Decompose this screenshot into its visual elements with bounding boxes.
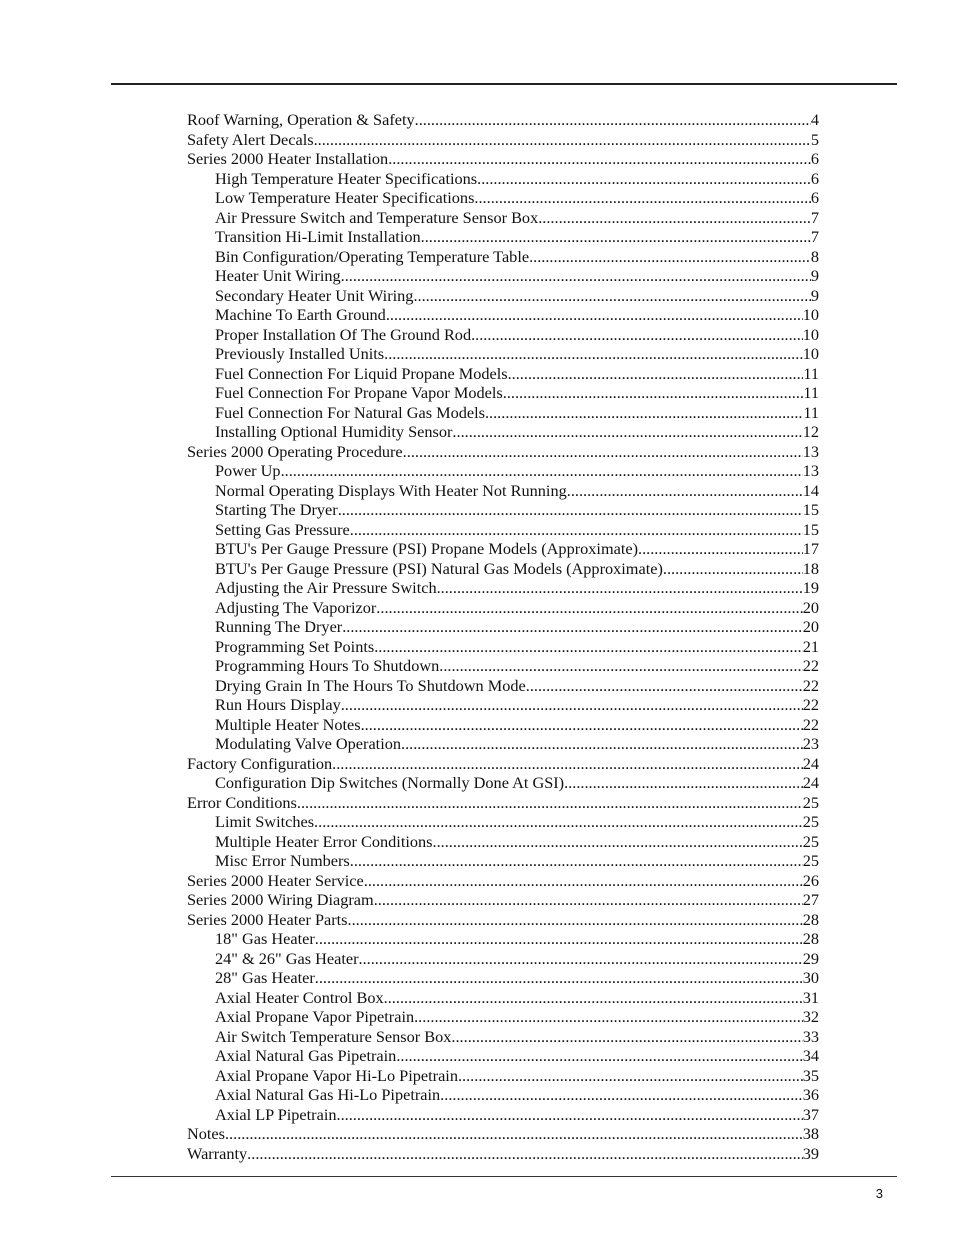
- toc-subentry[interactable]: [187, 364, 819, 384]
- toc-entry-title: Low Temperature Heater Specifications: [215, 188, 475, 207]
- toc-entry-title: Configuration Dip Switches (Normally Done At GSI): [215, 773, 565, 792]
- toc-entry-title: Power Up: [215, 461, 281, 480]
- toc-dot-leader: [388, 149, 811, 169]
- toc-entry-title: High Temperature Heater Specifications: [215, 168, 478, 188]
- toc-entry-title: 28" Gas Heater: [215, 968, 315, 987]
- toc-dot-leader: [281, 461, 803, 481]
- toc-dot-leader: [567, 481, 803, 501]
- toc-dot-leader: [433, 832, 803, 852]
- toc-subentry[interactable]: [187, 188, 819, 208]
- toc-entry-page: 11: [803, 402, 819, 422]
- toc-subentry[interactable]: [187, 773, 819, 793]
- toc-entry-page: 8: [810, 246, 819, 266]
- toc-entry-page: 26: [802, 870, 819, 890]
- toc-entry-page: 38: [802, 1124, 819, 1143]
- toc-dot-leader: [403, 442, 803, 462]
- toc-entry-page: 11: [803, 383, 819, 402]
- toc-subentry[interactable]: [187, 520, 819, 540]
- toc-entry-page: 6: [810, 168, 819, 188]
- toc-dot-leader: [361, 715, 803, 735]
- toc-entry-page: 22: [802, 656, 819, 675]
- toc-entry[interactable]: [187, 910, 819, 930]
- toc-entry[interactable]: [187, 890, 819, 910]
- toc-entry-title: Run Hours Display: [215, 695, 341, 714]
- page-number: 3: [875, 1186, 883, 1201]
- toc-subentry[interactable]: [187, 1007, 819, 1027]
- toc-subentry[interactable]: [187, 656, 819, 676]
- toc-entry-page: 10: [802, 324, 819, 344]
- toc-entry-page: 31: [802, 987, 819, 1007]
- toc-entry-title: Machine To Earth Ground: [215, 305, 386, 324]
- toc-subentry[interactable]: [187, 247, 819, 267]
- toc-entry-title: Adjusting The Vaporizor: [215, 597, 377, 617]
- toc-entry-page: 18: [802, 558, 819, 578]
- toc-dot-leader: [452, 422, 802, 442]
- toc-entry[interactable]: [187, 130, 819, 150]
- toc-dot-leader: [376, 598, 802, 618]
- toc-entry-title: Drying Grain In The Hours To Shutdown Mode: [215, 675, 526, 695]
- toc-entry-page: 5: [810, 129, 819, 149]
- toc-subentry[interactable]: [187, 1046, 819, 1066]
- toc-entry-page: 34: [802, 1046, 819, 1065]
- toc-entry-title: Safety Alert Decals: [187, 129, 314, 149]
- toc-subentry[interactable]: [187, 539, 819, 559]
- toc-dot-leader: [396, 1046, 802, 1066]
- toc-subentry[interactable]: [187, 481, 819, 501]
- toc-entry-page: 7: [810, 227, 819, 246]
- toc-entry-page: 11: [803, 363, 819, 383]
- toc-subentry[interactable]: [187, 851, 819, 871]
- toc-entry-title: Axial Heater Control Box: [215, 987, 384, 1007]
- toc-entry-page: 29: [802, 948, 819, 968]
- toc-entry-title: Error Conditions: [187, 792, 297, 812]
- toc-entry-page: 24: [802, 753, 819, 773]
- toc-subentry[interactable]: [187, 286, 819, 306]
- toc-entry-page: 15: [802, 519, 819, 539]
- toc-entry-title: Series 2000 Heater Installation: [187, 149, 389, 168]
- toc-subentry[interactable]: [187, 968, 819, 988]
- toc-entry-page: 20: [802, 617, 819, 636]
- toc-entry-title: Programming Set Points: [215, 636, 375, 656]
- toc-dot-leader: [564, 773, 803, 793]
- toc-entry-title: BTU's Per Gauge Pressure (PSI) Natural Gas Models (Approximate): [215, 558, 663, 578]
- toc-entry-page: 21: [802, 636, 819, 656]
- toc-entry[interactable]: [187, 442, 819, 462]
- toc-entry-title: Fuel Connection For Natural Gas Models: [215, 402, 485, 422]
- toc-subentry[interactable]: [187, 266, 819, 286]
- toc-entry-page: 39: [802, 1143, 819, 1163]
- toc-dot-leader: [315, 929, 803, 949]
- toc-entry[interactable]: [187, 149, 819, 169]
- toc-entry[interactable]: [187, 110, 819, 130]
- toc-entry-title: 18" Gas Heater: [215, 929, 315, 948]
- toc-subentry[interactable]: [187, 676, 819, 696]
- table-of-contents: [187, 110, 819, 1163]
- toc-entry-title: Multiple Heater Error Conditions: [215, 831, 433, 851]
- toc-entry-title: Series 2000 Heater Parts: [187, 909, 348, 929]
- toc-dot-leader: [338, 500, 803, 520]
- toc-subentry[interactable]: [187, 598, 819, 618]
- toc-entry-title: Installing Optional Humidity Sensor: [215, 422, 453, 441]
- toc-entry-title: Transition Hi-Limit Installation: [215, 227, 421, 246]
- toc-subentry[interactable]: [187, 1105, 819, 1125]
- toc-dot-leader: [384, 988, 803, 1008]
- toc-entry-page: 9: [810, 266, 819, 285]
- toc-subentry[interactable]: [187, 208, 819, 228]
- toc-entry-title: Axial LP Pipetrain: [215, 1104, 337, 1124]
- toc-dot-leader: [401, 734, 803, 754]
- toc-dot-leader: [315, 968, 803, 988]
- toc-entry-title: Series 2000 Heater Service: [187, 870, 364, 890]
- toc-subentry[interactable]: [187, 988, 819, 1008]
- toc-dot-leader: [437, 578, 803, 598]
- toc-entry-page: 4: [810, 110, 819, 129]
- toc-entry-title: 24" & 26" Gas Heater: [215, 948, 359, 968]
- toc-dot-leader: [503, 383, 804, 403]
- toc-dot-leader: [477, 169, 811, 189]
- toc-entry-title: Roof Warning, Operation & Safety: [187, 110, 415, 129]
- toc-dot-leader: [364, 871, 803, 891]
- toc-entry-page: 20: [802, 597, 819, 617]
- toc-entry-title: Running The Dryer: [215, 617, 343, 636]
- toc-entry-page: 19: [802, 578, 819, 597]
- toc-entry-title: Bin Configuration/Operating Temperature Table: [215, 246, 530, 266]
- toc-subentry[interactable]: [187, 305, 819, 325]
- toc-dot-leader: [413, 286, 810, 306]
- toc-dot-leader: [314, 812, 803, 832]
- toc-entry-page: 35: [802, 1065, 819, 1085]
- toc-entry[interactable]: [187, 754, 819, 774]
- toc-dot-leader: [421, 227, 811, 247]
- toc-entry-page: 12: [802, 422, 819, 441]
- toc-dot-leader: [386, 305, 803, 325]
- toc-dot-leader: [508, 364, 804, 384]
- toc-dot-leader: [374, 637, 803, 657]
- toc-entry-title: Series 2000 Operating Procedure: [187, 441, 403, 461]
- toc-entry-title: Fuel Connection For Liquid Propane Models: [215, 363, 508, 383]
- toc-dot-leader: [485, 403, 803, 423]
- toc-dot-leader: [314, 130, 811, 150]
- toc-entry-page: 25: [802, 812, 819, 831]
- toc-subentry[interactable]: [187, 832, 819, 852]
- toc-subentry[interactable]: [187, 325, 819, 345]
- toc-dot-leader: [538, 208, 811, 228]
- toc-entry-title: Previously Installed Units: [215, 344, 385, 363]
- toc-entry-title: Secondary Heater Unit Wiring: [215, 285, 414, 305]
- toc-entry-page: 30: [802, 968, 819, 987]
- toc-dot-leader: [359, 949, 803, 969]
- toc-dot-leader: [337, 1105, 803, 1125]
- toc-entry-page: 33: [802, 1026, 819, 1046]
- toc-subentry[interactable]: [187, 812, 819, 832]
- toc-subentry[interactable]: [187, 637, 819, 657]
- toc-entry-title: Limit Switches: [215, 812, 315, 831]
- toc-entry-page: 13: [802, 461, 819, 480]
- toc-dot-leader: [332, 754, 803, 774]
- toc-entry-page: 9: [810, 285, 819, 305]
- footer-rule: [111, 1176, 897, 1177]
- toc-dot-leader: [638, 539, 803, 559]
- toc-entry-page: 17: [802, 539, 819, 558]
- toc-entry-page: 10: [802, 344, 819, 363]
- toc-subentry[interactable]: [187, 734, 819, 754]
- toc-subentry[interactable]: [187, 169, 819, 189]
- toc-entry-title: Normal Operating Displays With Heater Not Running: [215, 480, 567, 500]
- toc-dot-leader: [350, 851, 803, 871]
- toc-entry-page: 24: [802, 773, 819, 792]
- toc-entry-page: 22: [802, 695, 819, 714]
- toc-entry-title: Starting The Dryer: [215, 500, 338, 519]
- toc-dot-leader: [526, 676, 803, 696]
- toc-subentry[interactable]: [187, 929, 819, 949]
- toc-entry-page: 13: [802, 441, 819, 461]
- toc-entry-page: 25: [802, 851, 819, 870]
- toc-entry-page: 27: [802, 890, 819, 909]
- toc-subentry[interactable]: [187, 461, 819, 481]
- toc-subentry[interactable]: [187, 227, 819, 247]
- toc-subentry[interactable]: [187, 695, 819, 715]
- toc-dot-leader: [348, 910, 803, 930]
- toc-dot-leader: [341, 266, 811, 286]
- toc-subentry[interactable]: [187, 617, 819, 637]
- toc-subentry[interactable]: [187, 578, 819, 598]
- toc-entry-title: Modulating Valve Operation: [215, 734, 401, 753]
- toc-entry-page: 28: [802, 909, 819, 929]
- toc-dot-leader: [663, 559, 803, 579]
- toc-entry-title: Notes: [187, 1124, 225, 1143]
- toc-dot-leader: [341, 695, 803, 715]
- toc-entry-title: Series 2000 Wiring Diagram: [187, 890, 374, 909]
- toc-entry-title: Heater Unit Wiring: [215, 266, 341, 285]
- toc-entry-title: Axial Natural Gas Hi-Lo Pipetrain: [215, 1085, 441, 1104]
- toc-entry-title: Misc Error Numbers: [215, 851, 350, 870]
- toc-entry-page: 22: [802, 675, 819, 695]
- toc-dot-leader: [297, 793, 803, 813]
- toc-entry-page: 37: [802, 1104, 819, 1124]
- toc-entry-page: 36: [802, 1085, 819, 1104]
- toc-entry-title: Factory Configuration: [187, 753, 333, 773]
- toc-entry-page: 23: [802, 734, 819, 753]
- toc-entry[interactable]: [187, 1144, 819, 1164]
- toc-entry-title: Setting Gas Pressure: [215, 519, 350, 539]
- toc-entry-page: 28: [802, 929, 819, 948]
- toc-dot-leader: [440, 1085, 803, 1105]
- toc-entry[interactable]: [187, 793, 819, 813]
- toc-entry-title: Adjusting the Air Pressure Switch: [215, 578, 437, 597]
- toc-entry-page: 25: [802, 792, 819, 812]
- toc-subentry[interactable]: [187, 344, 819, 364]
- toc-dot-leader: [529, 247, 811, 267]
- toc-entry-page: 7: [810, 207, 819, 227]
- toc-entry-page: 10: [802, 305, 819, 324]
- toc-entry-title: BTU's Per Gauge Pressure (PSI) Propane Models (Approximate): [215, 539, 639, 558]
- toc-entry-title: Warranty: [187, 1143, 248, 1163]
- toc-entry-page: 32: [802, 1007, 819, 1026]
- toc-subentry[interactable]: [187, 383, 819, 403]
- toc-dot-leader: [374, 890, 803, 910]
- toc-dot-leader: [384, 344, 803, 364]
- toc-entry-title: Air Pressure Switch and Temperature Sensor Box: [215, 207, 539, 227]
- toc-subentry[interactable]: [187, 949, 819, 969]
- toc-subentry[interactable]: [187, 403, 819, 423]
- toc-dot-leader: [451, 1027, 802, 1047]
- toc-dot-leader: [458, 1066, 803, 1086]
- toc-entry-title: Axial Propane Vapor Hi-Lo Pipetrain: [215, 1065, 458, 1085]
- toc-entry-title: Air Switch Temperature Sensor Box: [215, 1026, 452, 1046]
- toc-subentry[interactable]: [187, 500, 819, 520]
- toc-entry-title: Programming Hours To Shutdown: [215, 656, 440, 675]
- toc-dot-leader: [350, 520, 803, 540]
- toc-entry[interactable]: [187, 871, 819, 891]
- toc-entry-title: Axial Natural Gas Pipetrain: [215, 1046, 397, 1065]
- toc-entry-page: 6: [810, 149, 819, 168]
- toc-subentry[interactable]: [187, 559, 819, 579]
- toc-entry-page: 22: [802, 714, 819, 734]
- toc-subentry[interactable]: [187, 715, 819, 735]
- toc-entry-title: Proper Installation Of The Ground Rod: [215, 324, 472, 344]
- toc-subentry[interactable]: [187, 1085, 819, 1105]
- toc-entry[interactable]: [187, 1124, 819, 1144]
- toc-entry-title: Fuel Connection For Propane Vapor Models: [215, 383, 503, 402]
- toc-entry-page: 25: [802, 831, 819, 851]
- toc-entry-title: Axial Propane Vapor Pipetrain: [215, 1007, 415, 1026]
- toc-dot-leader: [247, 1144, 803, 1164]
- toc-subentry[interactable]: [187, 1066, 819, 1086]
- toc-dot-leader: [474, 188, 810, 208]
- toc-subentry[interactable]: [187, 422, 819, 442]
- toc-dot-leader: [415, 110, 811, 130]
- toc-dot-leader: [471, 325, 803, 345]
- toc-dot-leader: [414, 1007, 803, 1027]
- toc-subentry[interactable]: [187, 1027, 819, 1047]
- toc-dot-leader: [439, 656, 802, 676]
- toc-entry-page: 6: [810, 188, 819, 207]
- toc-entry-page: 14: [802, 480, 819, 500]
- toc-dot-leader: [225, 1124, 803, 1144]
- header-rule: [111, 83, 897, 85]
- toc-entry-page: 15: [802, 500, 819, 519]
- toc-entry-title: Multiple Heater Notes: [215, 714, 361, 734]
- toc-dot-leader: [342, 617, 803, 637]
